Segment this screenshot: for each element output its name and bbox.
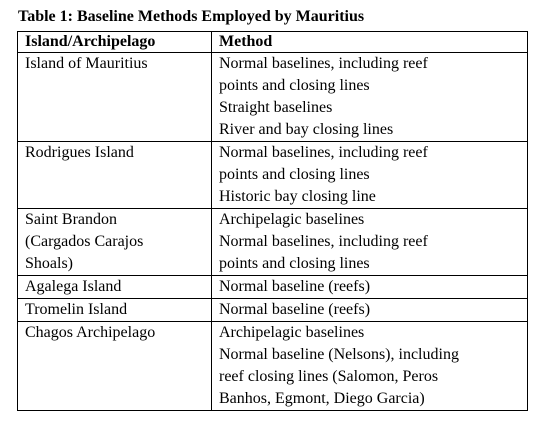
table-row (18, 142, 528, 209)
method-text-line: reef closing lines (Salomon, Peros (219, 368, 439, 385)
method-entry (219, 322, 521, 344)
island-name-line: Island of Mauritius (25, 55, 148, 72)
method-text-line: Normal baselines, including reef (219, 233, 428, 250)
method-text-line: points and closing lines (219, 166, 370, 183)
cell-method (212, 276, 528, 299)
table-row (18, 209, 528, 276)
method-text-line: Archipelagic baselines (219, 324, 365, 341)
cell-method (212, 53, 528, 142)
table-caption: Table 1: Baseline Methods Employed by Mauritius (18, 8, 365, 25)
method-entry (219, 53, 521, 97)
cell-method (212, 142, 528, 209)
island-name-line: Saint Brandon (25, 211, 117, 228)
cell-island (18, 53, 212, 142)
table-row (18, 322, 528, 411)
cell-method (212, 209, 528, 276)
island-name-line: Tromelin Island (25, 301, 128, 318)
method-entry (219, 186, 521, 208)
cell-island (18, 142, 212, 209)
method-text-line: Normal baseline (reefs) (219, 301, 371, 318)
method-entry (219, 344, 521, 410)
column-header-method: Method (212, 32, 528, 53)
method-text-line: Normal baseline (Nelsons), including (219, 346, 459, 363)
cell-island (18, 276, 212, 299)
header-row (18, 32, 528, 53)
table-row (18, 299, 528, 322)
cell-island (18, 322, 212, 411)
island-name-line: Chagos Archipelago (25, 324, 156, 341)
island-name-line: Agalega Island (25, 278, 122, 295)
table-header (18, 32, 528, 53)
island-name-line: (Cargados Carajos (25, 233, 144, 250)
method-text-line: points and closing lines (219, 255, 370, 272)
island-name-line: Rodrigues Island (25, 144, 134, 161)
method-entry (219, 119, 521, 141)
column-header-island: Island/Archipelago (18, 32, 212, 53)
method-text-line: Straight baselines (219, 99, 333, 116)
method-entry (219, 209, 521, 231)
cell-method (212, 322, 528, 411)
method-text-line: Archipelagic baselines (219, 211, 365, 228)
table-body (18, 53, 528, 411)
method-text-line: points and closing lines (219, 77, 370, 94)
baseline-methods-table (17, 31, 528, 411)
cell-island (18, 209, 212, 276)
method-entry (219, 276, 521, 298)
method-entry (219, 142, 521, 186)
island-name-line: Shoals) (25, 255, 73, 272)
method-text-line: Historic bay closing line (219, 188, 376, 205)
table-row (18, 276, 528, 299)
method-entry (219, 97, 521, 119)
method-text-line: Banhos, Egmont, Diego Garcia) (219, 390, 425, 407)
cell-island (18, 299, 212, 322)
table-row (18, 53, 528, 142)
cell-method (212, 299, 528, 322)
method-text-line: Normal baselines, including reef (219, 144, 428, 161)
method-text-line: Normal baseline (reefs) (219, 278, 371, 295)
method-text-line: Normal baselines, including reef (219, 55, 428, 72)
method-text-line: River and bay closing lines (219, 121, 394, 138)
method-entry (219, 299, 521, 321)
method-entry (219, 231, 521, 275)
